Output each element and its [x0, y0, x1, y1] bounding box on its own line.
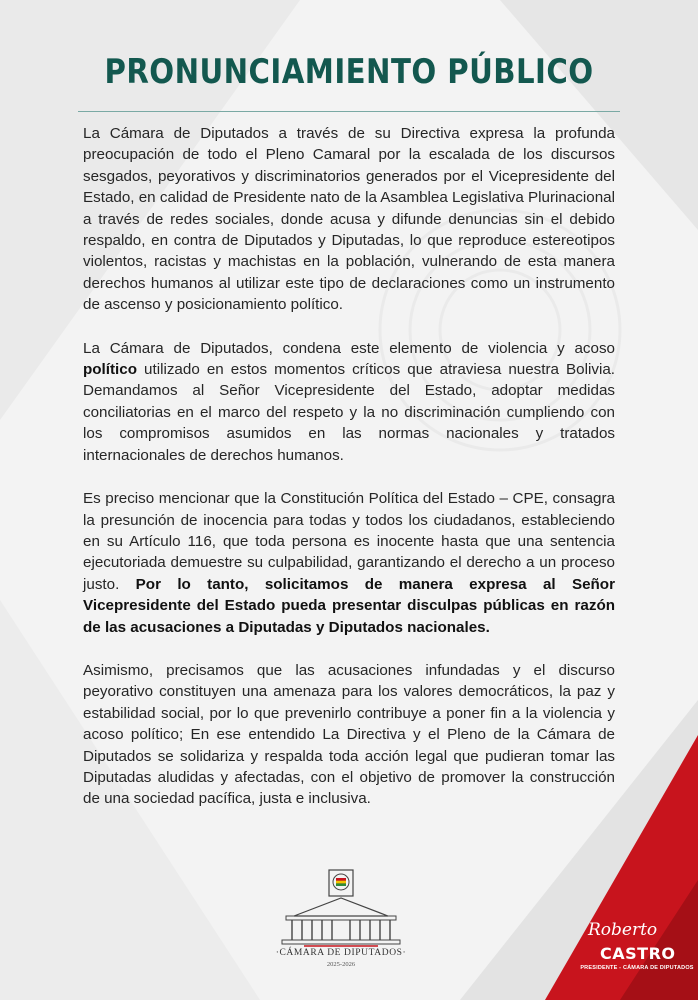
paragraph-2-bold: político	[83, 361, 137, 379]
paragraph-3-text: Es preciso mencionar que la Constitución Política del Estado – CPE, consagra la presunción de inocencia para todas y todos los ciudadanos, estableciendo en su Artículo 116, que toda persona es inocente hasta que una sentencia ejecutoriada demuestre su culpabilidad, garantizando el derecho a un proceso justo.	[83, 490, 615, 593]
paragraph-2	[83, 338, 615, 466]
statement-body	[83, 123, 615, 832]
signature-last-name: CASTRO	[600, 944, 676, 963]
paragraph-4: Asimismo, precisamos que las acusaciones infundadas y el discurso peyorativo constituyen una amenaza para los valores democráticos, la paz y estabilidad social, por lo que prevenirlo contribuye a poner fin a la violencia y acoso político; En ese entendido La Directiva y el Pleno de la Cámara de Diputados se solidariza y respalda toda acción legal que pudieran tomar las Diputadas aludidas y afectadas, con el objetivo de promover la construcción de una sociedad pacífica, justa e inclusiva.	[83, 661, 615, 808]
paragraph-3-bold: Por lo tanto, solicitamos de manera expresa al Señor Vicepresidente del Estado pueda presentar disculpas públicas en razón de las acusaciones a Diputadas y Diputados nacionales.	[83, 575, 615, 636]
institution-period: 2025-2026	[326, 961, 356, 968]
signature-first-name: Roberto	[588, 920, 658, 940]
building-icon	[274, 868, 408, 948]
page-title: PRONUNCIAMIENTO PÚBLICO	[104, 52, 594, 92]
signature-logo	[578, 918, 698, 978]
signature-role: PRESIDENTE - CÁMARA DE DIPUTADOS	[580, 965, 694, 971]
paragraph-2-start: La Cámara de Diputados, condena este elemento de violencia y acoso	[83, 339, 615, 357]
paragraph-2-end: utilizado en estos momentos críticos que atraviesa nuestra Bolivia. Demandamos al Señor Vicepresidente del Estado, adoptar medidas conciliatorias en el marco del respeto y la no discriminación cumpliendo con los compromisos asumidos en las normas nacionales y tratados internacionales de derechos humanos.	[83, 361, 615, 464]
paragraph-1: La Cámara de Diputados a través de su Directiva expresa la profunda preocupación de todo el Pleno Camaral por la escalada de los discursos sesgados, peyorativos y discriminatorios generados por el Vicepresidente del Estado, en calidad de Presidente nato de la Asamblea Legislativa Plurinacional a través de redes sociales, donde acusa y difunde denuncias sin el debido respaldo, en contra de Diputados y Diputadas, lo que reproduce estereotipos violentos, racistas y machistas en la población, vulnerando de esta manera derechos humanos al utilizar este tipo de declaraciones como un instrumento de ascenso y posicionamiento político.	[83, 125, 615, 314]
chamber-seal	[274, 868, 408, 978]
institution-name: ·CÁMARA DE DIPUTADOS·	[275, 948, 407, 958]
title-divider	[78, 111, 620, 112]
paragraph-3	[83, 488, 615, 638]
